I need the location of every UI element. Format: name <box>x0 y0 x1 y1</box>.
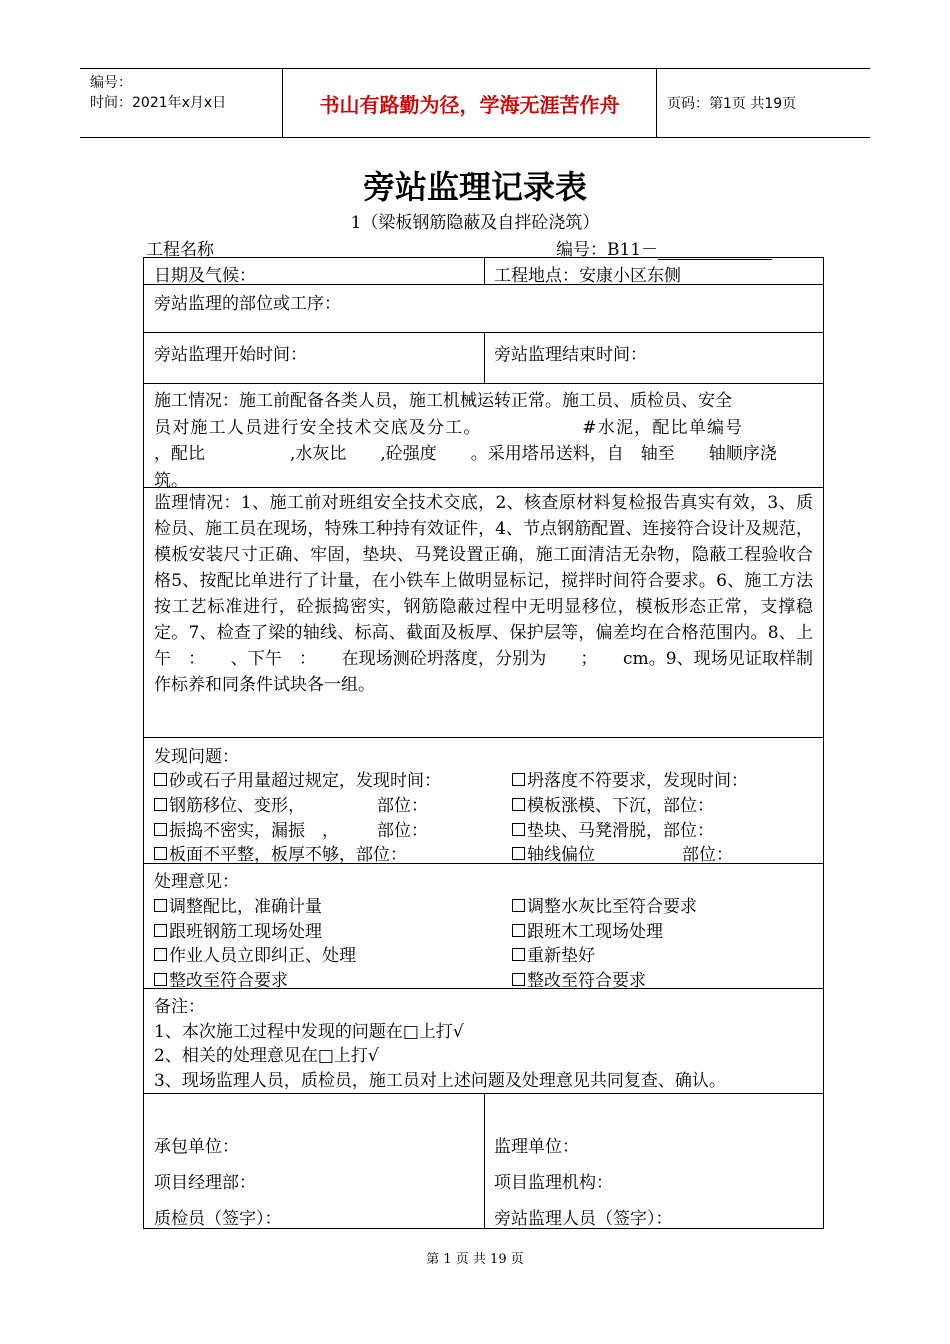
problem-option[interactable]: 钢筋移位、变形， <box>154 791 305 816</box>
checkbox[interactable] <box>512 899 525 912</box>
handling-option[interactable]: 跟班木工现场处理 <box>512 917 663 942</box>
problem-option[interactable]: 振捣不密实，漏振 ， <box>154 816 339 841</box>
page-header <box>80 68 870 138</box>
supervision-org-label: 项目监理机构： <box>494 1173 613 1193</box>
remarks-label: 备注： <box>154 997 205 1017</box>
checkbox[interactable] <box>512 773 525 786</box>
record-form <box>143 257 824 1229</box>
checkbox[interactable] <box>154 973 167 986</box>
page-footer: 第 1 页 共 19 页 <box>426 1252 524 1267</box>
checkbox[interactable] <box>154 924 167 937</box>
date-weather-field[interactable]: 日期及气候： <box>154 266 256 286</box>
start-time-field[interactable]: 旁站监理开始时间： <box>154 345 307 365</box>
checkbox[interactable] <box>154 798 167 811</box>
row-signatures <box>144 1094 823 1228</box>
number-label: 编号： <box>90 75 132 91</box>
construction-line: ，配比 ,水灰比 ,砼强度 。采用塔吊送料，自 轴至 轴顺序浇 <box>154 444 777 464</box>
form-subtitle: 1（梁板钢筋隐蔽及自拌砼浇筑） <box>350 213 600 233</box>
problem-suffix: 部位： <box>377 796 428 816</box>
remark-item: 3、现场监理人员，质检员，施工员对上述问题及处理意见共同复查、确认。 <box>154 1071 726 1091</box>
construction-line: 施工情况：施工前配备各类人员，施工机械运转正常。施工员、质检员、安全 <box>154 391 732 411</box>
remark-item: 2、相关的处理意见在□上打√ <box>154 1046 379 1066</box>
time-label: 时间：2021年x月x日 <box>90 95 227 111</box>
row-remarks <box>144 989 823 1094</box>
checkbox[interactable] <box>512 948 525 961</box>
inspector-signature[interactable]: 质检员（签字）： <box>154 1209 282 1229</box>
remark-item: 1、本次施工过程中发现的问题在□上打√ <box>154 1022 464 1042</box>
row-date-location <box>144 258 823 285</box>
form-title: 旁站监理记录表 <box>362 168 587 206</box>
handling-option[interactable]: 调整水灰比至符合要求 <box>512 892 697 917</box>
handling-label: 处理意见： <box>154 872 239 892</box>
handling-option[interactable]: 重新垫好 <box>512 941 595 966</box>
contractor-label: 承包单位： <box>154 1137 239 1157</box>
checkbox[interactable] <box>512 924 525 937</box>
handling-option[interactable]: 作业人员立即纠正、处理 <box>154 941 356 966</box>
checkbox[interactable] <box>154 823 167 836</box>
site-supervisor-signature[interactable]: 旁站监理人员（签字）： <box>494 1209 673 1229</box>
supervision-situation[interactable]: 监理情况：1、施工前对班组安全技术交底，2、核查原材料复检报告真实有效，3、质检员、施工员在现场，特殊工种持有效证件，4、节点钢筋配置、连接符合设计及规范，模板安装尺寸正确、牢固，垫块、马凳设置正确，施工面清洁无杂物，隐蔽工程验收合格5、按配比单进行了计量，在小铁车上做明显标记，搅拌时间符合要求。6、施工方法按工艺标准进行，砼振捣密实，钢筋隐蔽过程中无明显移位，模板形态正常，支撑稳定。7、检查了梁的轴线、标高、截面及板厚、保护层等，偏差均在合格范围内。8、上午 ： 、下午 ： 在现场测砼坍落度，分别为 ； cm。9、现场见证取样制作标养和同条件试块各一组。 <box>154 493 813 695</box>
checkbox[interactable] <box>512 798 525 811</box>
checkbox[interactable] <box>154 847 167 860</box>
row-times <box>144 333 823 384</box>
row-part-process <box>144 285 823 333</box>
part-process-field[interactable]: 旁站监理的部位或工序： <box>154 294 341 314</box>
handling-option[interactable]: 调整配比，准确计量 <box>154 892 322 917</box>
checkbox[interactable] <box>154 899 167 912</box>
row-construction <box>144 384 823 491</box>
problem-suffix: 部位： <box>377 821 428 841</box>
end-time-field[interactable]: 旁站监理结束时间： <box>494 345 647 365</box>
checkbox[interactable] <box>154 948 167 961</box>
project-dept-label: 项目经理部： <box>154 1173 256 1193</box>
checkbox[interactable] <box>512 847 525 860</box>
handling-option[interactable]: 跟班钢筋工现场处理 <box>154 917 322 942</box>
page-info: 页码：第1页 共19页 <box>667 96 797 112</box>
problem-option[interactable]: 模板涨模、下沉，部位： <box>512 791 714 816</box>
location-field[interactable]: 工程地点：安康小区东侧 <box>494 266 681 286</box>
handling-option[interactable]: 整改至符合要求 <box>512 966 646 991</box>
row-handling <box>144 864 823 989</box>
handling-option[interactable]: 整改至符合要求 <box>154 966 288 991</box>
supervisor-unit-label: 监理单位： <box>494 1137 579 1157</box>
project-name-label: 工程名称 <box>146 240 214 260</box>
problem-suffix: 部位： <box>682 845 733 865</box>
problem-option[interactable]: 坍落度不符要求，发现时间： <box>512 766 748 791</box>
construction-line: 员对施工人员进行安全技术交底及分工。 #水泥，配比单编号 <box>154 417 744 438</box>
checkbox[interactable] <box>512 973 525 986</box>
problem-option[interactable]: 板面不平整，板厚不够，部位： <box>154 840 407 865</box>
header-left <box>80 69 282 137</box>
problem-option[interactable]: 轴线偏位 <box>512 840 595 865</box>
problem-option[interactable]: 砂或石子用量超过规定，发现时间： <box>154 766 441 791</box>
checkbox[interactable] <box>512 823 525 836</box>
problem-option[interactable]: 垫块、马凳滑脱，部位： <box>512 816 714 841</box>
row-supervision <box>144 488 823 738</box>
row-problems <box>144 738 823 864</box>
problems-label: 发现问题： <box>154 747 239 767</box>
checkbox[interactable] <box>154 773 167 786</box>
motto: 书山有路勤为径，学海无涯苦作舟 <box>282 69 657 137</box>
construction-situation[interactable] <box>154 388 813 494</box>
record-number-label: 编号：B11－ <box>556 240 659 260</box>
construction-line: 筑。 <box>154 470 188 491</box>
